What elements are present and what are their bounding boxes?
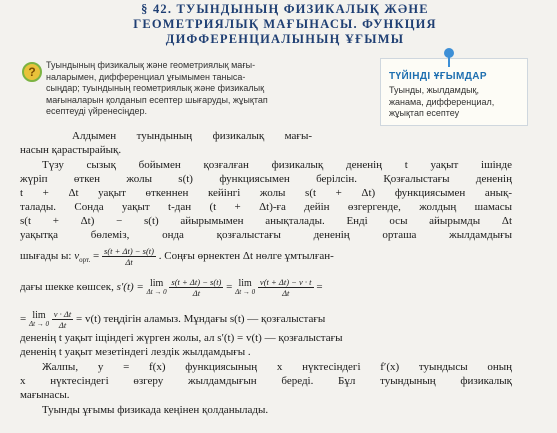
average-velocity-formula [20,246,334,268]
key-concepts-list [389,85,523,120]
learning-goals [18,60,370,118]
title-line-1: § 42. ТУЫНДЫНЫҢ ФИЗИКАЛЫҚ ЖӘНЕ [141,2,429,16]
title-line-2: ГЕОМЕТРИЯЛЫҚ МАҒЫНАСЫ. ФУНКЦИЯ [133,17,437,31]
section-title [60,2,510,47]
limit-word: lim [32,309,46,321]
velocity-result-formula [20,309,325,330]
denominator: Δt [282,288,290,298]
fraction [102,246,156,267]
formula-text: . Соңғы өрнектен Δt нөлге ұмтылған- [158,250,334,263]
numerator: v(t + Δt) − v · t [259,277,312,287]
fraction [52,309,74,330]
key-concepts-box [380,58,528,126]
paragraph-line: талады. Сонда уақыт t-дан (t + Δt)-ға дейін өзгергенде, жолдың шамасы [20,201,512,213]
learning-goals-text [46,60,364,118]
limit [147,279,167,297]
goal-line: Туындының физикалық және геометриялық мағы- [46,60,256,70]
paragraph-line: x нүктесіндегі өзгеру жылдамдығын береді. Бұл туындының физикалық [20,375,512,387]
key-concept-line: жанама, дифференциал, [389,96,495,107]
limit-word: lim [149,277,164,289]
goal-line: есептеуді үйренесіңдер. [46,106,148,117]
equals-sign: = [226,281,233,294]
limit-subscript: Δt → 0 [146,287,167,296]
paragraph-line: дененің t уақыт іщіндегі жүрген жолы, ал s′(t) = v(t) — қозғалыстағы [20,332,343,344]
equals-sign: = [20,313,27,326]
paragraph-line: уақытқа бөлеміз, онда қозғалыстағы дененің орташа жылдамдығы [20,229,512,241]
paragraph-line: Жалпы, y = f(x) функциясының x нүктесіндегі f′(x) туындысы оның [42,361,512,373]
denominator: Δt [192,288,201,298]
paragraph-line: s(t + Δt) − s(t) айырымымен анықталады. Енді осы айырымды Δt [20,215,512,227]
paragraph-line: насын қарастырайық. [20,144,122,156]
paragraph-line: мағынасы. [20,389,70,401]
limit [235,279,255,297]
paragraph-line: Түзу сызық бойымен қозғалған физикалық дененің t уақыт ішінде [42,159,512,171]
limit [29,311,49,329]
pushpin-icon [441,47,457,69]
key-concept-line: Туынды, жылдамдық, [389,85,479,95]
fraction [169,277,223,298]
paragraph-line: дененің t уақыт мезетіндегі лездік жылдамдығы . [20,346,251,358]
limit-word: lim [238,277,252,289]
derivative-limit-formula [20,277,323,298]
paragraph-line: Туынды ұғымы физикада кеңінен қолданылады. [42,404,269,416]
denominator: Δt [58,320,67,330]
numerator: s(t + Δt) − s(t) [171,277,222,287]
numerator: s(t + Δt) − s(t) [104,246,154,256]
velocity-symbol: v [74,250,80,263]
velocity-subscript: орт. [79,256,91,265]
formula-text: = v(t) теңдігін аламыз. Мұндағы s(t) — қозғалыстағы [76,313,326,326]
formula-text: шығады ы: [20,250,72,263]
numerator: v · Δt [53,309,72,319]
formula-text: дағы шекке көшсек, [20,281,114,294]
key-concepts-title: ТҮЙІНДІ ҰҒЫМДАР [389,71,487,82]
paragraph-line: t + Δt уақыт өткеннен кейінгі жолы s(t + Δt) функциясымен анық- [20,187,512,199]
goal-line: наларымен, дифференциал ұғымымен таныса- [46,71,246,82]
title-line-3: ДИФФЕРЕНЦИАЛЫНЫҢ ҰҒЫМЫ [165,32,405,46]
equals-sign: = [316,281,323,294]
denominator: Δt [125,257,133,267]
question-icon: ? [22,62,42,82]
formula-text: s′(t) = [116,281,144,294]
goal-line: мағыналарын қолданып есептер шығаруды, жұықтап [46,94,268,105]
goal-line: сыңдар; туындының геометриялық және физикалық [46,83,265,94]
limit-subscript: Δt → 0 [235,287,256,296]
paragraph-line: Алдымен туындының физикалық мағы- [72,130,312,142]
equals-sign: = [93,250,100,263]
paragraph-line: жүріп өткен жолы s(t) функциясымен берілсін. Қозғалыстағы дененің [20,173,512,185]
fraction [258,277,314,298]
key-concept-line: жұықтап есептеу [389,108,460,118]
limit-subscript: Δt → 0 [28,319,50,328]
